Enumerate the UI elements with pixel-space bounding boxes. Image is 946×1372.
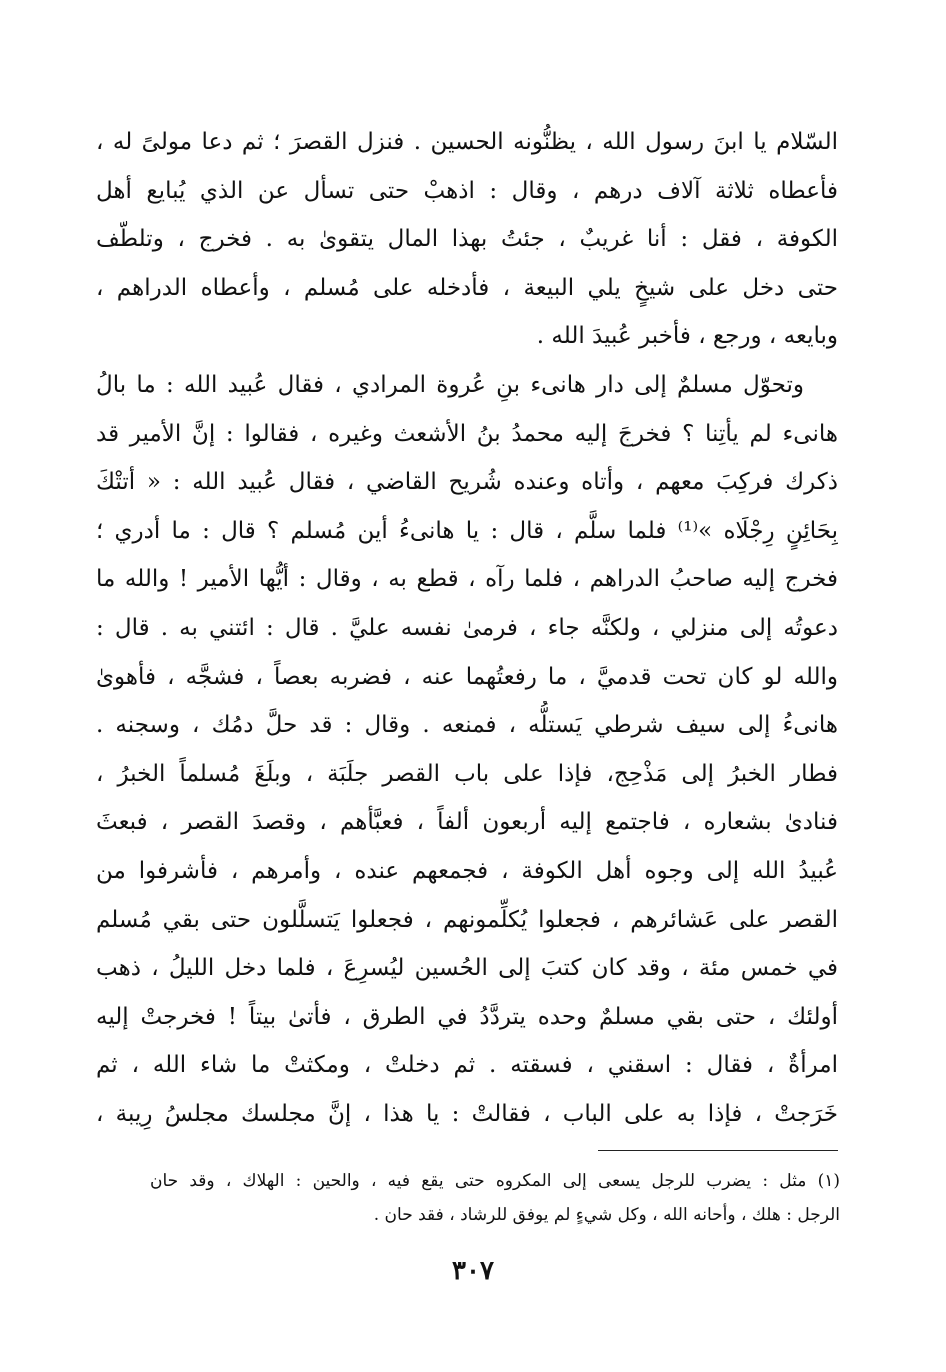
footnote-line: (١) مثل : يضرب للرجل يسعى إلى المكروه حتى يقع فيه ، والحين : الهلاك ، وقد حان — [150, 1171, 840, 1191]
text-line: فأعطاه ثلاثة آلاف درهم ، وقال : اذهبْ حتى تسأل عن الذي يُبايع أهل — [96, 177, 838, 204]
text-line: وتحوّل مسلمٌ إلى دار هانىء بنِ عُروة المرادي ، فقال عُبيد الله : ما بالُ — [96, 371, 804, 398]
text-line: هانىءُ إلى سيف شرطي يَستلُّه ، فمنعه . وقال : قد حلَّ دمُك ، وسجنه . — [96, 712, 838, 739]
footnotes — [150, 1164, 840, 1232]
text-line: فخرج إليه صاحبُ الدراهم ، فلما رآه ، قطع به ، وقال : أيُّها الأمير ! والله ما — [96, 566, 838, 593]
text-line: عُبيدُ الله إلى وجوه أهل الكوفة ، فجمعهم عنده ، وأمرهم ، فأشرفوا من — [96, 857, 838, 884]
text-line: امرأةٌ ، فقال : اسقني ، فسقته . ثم دخلتْ ، ومكثتْ ما شاء الله ، ثم — [96, 1052, 838, 1079]
text-line: السّلام يا ابنَ رسول الله ، يظنُّونه الحسين . فنزل القصرَ ؛ ثم دعا مولىً له ، — [96, 129, 838, 155]
text-line: أولئك ، حتى بقي مسلمٌ وحده يتردَّدُ في الطرق ، فأتىٰ بيتاً ! فخرجتْ إليه — [96, 1003, 838, 1030]
text-line: فنادىٰ بشعاره ، فاجتمع إليه أربعون ألفاً ، فعبَّأهم ، وقصدَ القصر ، فبعثَ — [96, 809, 838, 836]
footnote-separator — [598, 1150, 838, 1151]
text-line: والله لو كان تحت قدميَّ ، ما رفعتُهما عنه ، فضربه بعصاً ، فشجَّه ، فأهوىٰ — [96, 663, 838, 690]
text-line: فطار الخبرُ إلى مَذْحِج، فإذا على باب القصر جلَبَة ، وبلَغَ مُسلماً الخبرُ ، — [96, 760, 838, 787]
text-line: القصر على عَشائرهم ، فجعلوا يُكلِّمونهم ، فجعلوا يَتسلَّلون حتى بقي مُسلم — [96, 906, 838, 933]
text-line: الكوفة ، فقل : أنا غريبٌ ، جئتُ بهذا المال يتقوىٰ به . فخرج ، وتلطّف — [96, 226, 838, 253]
text-line: هانىء لم يأتِنا ؟ فخرجَ إليه محمدُ بنُ الأشعث وغيره ، فقالوا : إنَّ الأمير قد — [96, 420, 838, 447]
text-line: حتى دخل على شيخٍ يلي البيعة ، فأدخله على مُسلم ، وأعطاه الدراهم ، — [96, 274, 838, 301]
text-line: خَرَجتْ ، فإذا به على الباب ، فقالتْ : يا هذا ، إنَّ مجلسك مجلسُ رِيبة ، — [96, 1100, 838, 1127]
text-line: ذكرك فركِبَ معهم ، وأتاه وعنده شُريح القاضي ، فقال عُبيد الله : « أتتْكَ — [96, 469, 838, 496]
page-number: ٣٠٧ — [452, 1256, 494, 1286]
footnote-line: الرجل : هلك ، وأحانه الله ، وكل شيءٍ لم يوفق للرشاد ، فقد حان . — [373, 1205, 840, 1225]
text-line: دعوتُه إلى منزلي ، ولكنَّه جاء ، فرمىٰ نفسه عليَّ . قال : ائتني به . قال : — [96, 614, 838, 641]
text-line: وبايعه ، ورجع ، فأخبر عُبيدَ الله . — [536, 323, 838, 350]
text-line: في خمس مئة ، وقد كان كتبَ إلى الحُسين ليُسرِعَ ، فلما دخل الليلُ ، ذهب — [96, 955, 838, 982]
text-line: بِحَائِنٍ رِجْلَاه »⁽¹⁾ فلما سلَّم ، قال : يا هانىءُ أين مُسلم ؟ قال : ما أدري ؛ — [96, 517, 838, 544]
main-text — [96, 118, 838, 1138]
